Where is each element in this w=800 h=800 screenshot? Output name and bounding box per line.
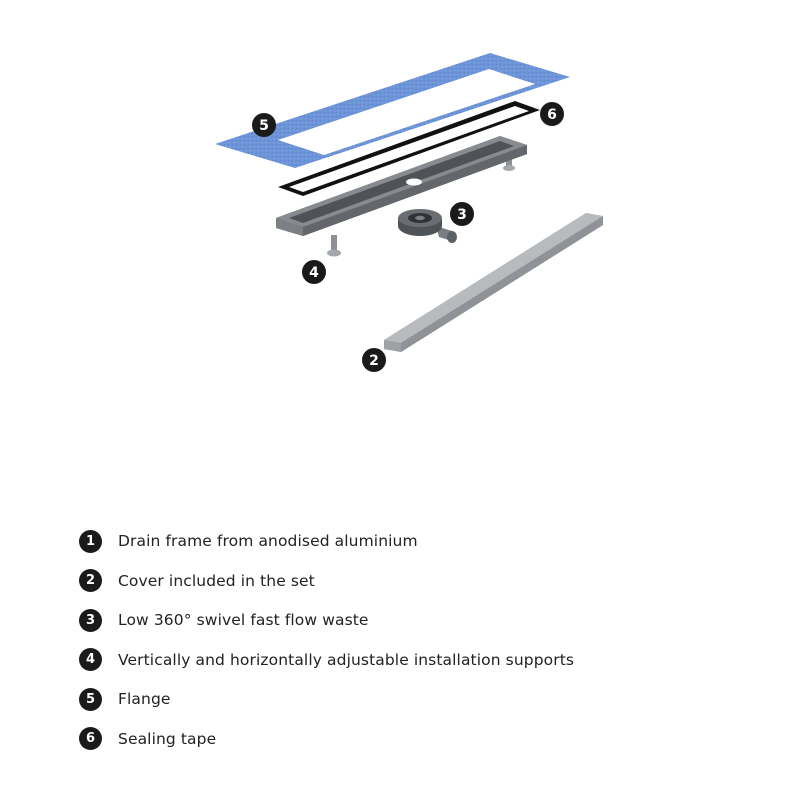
legend-item: [79, 687, 574, 711]
legend-item: [79, 648, 574, 672]
svg-text:4: 4: [309, 265, 319, 281]
legend-label: Drain frame from anodised aluminium: [118, 532, 418, 550]
callout-2: [362, 348, 386, 372]
svg-text:5: 5: [259, 118, 269, 134]
svg-text:3: 3: [457, 207, 467, 223]
svg-text:6: 6: [547, 107, 557, 123]
callout-6: [540, 102, 564, 126]
callout-5: [252, 113, 276, 137]
number-badge: 6: [79, 727, 102, 750]
legend-label: Cover included in the set: [118, 571, 315, 590]
legend-item: [79, 529, 574, 553]
legend-item: [79, 608, 574, 632]
svg-text:2: 2: [369, 353, 379, 369]
legend-item: [79, 569, 574, 593]
parts-legend: [79, 529, 574, 767]
legend-label: Low 360° swivel fast flow waste: [118, 611, 369, 630]
callout-4: [302, 260, 326, 284]
legend-label: Sealing tape: [118, 729, 217, 748]
legend-label: Flange: [118, 690, 171, 709]
waste-trap-part: [398, 209, 457, 243]
number-badge: 3: [79, 609, 102, 632]
number-badge: 4: [79, 648, 102, 671]
legend-item: [79, 727, 574, 751]
number-badge: 2: [79, 569, 102, 592]
number-badge: 1: [79, 530, 102, 553]
number-badge: 5: [79, 688, 102, 711]
legend-label: Vertically and horizontally adjustable installation supports: [118, 650, 575, 669]
callout-3: [450, 202, 474, 226]
